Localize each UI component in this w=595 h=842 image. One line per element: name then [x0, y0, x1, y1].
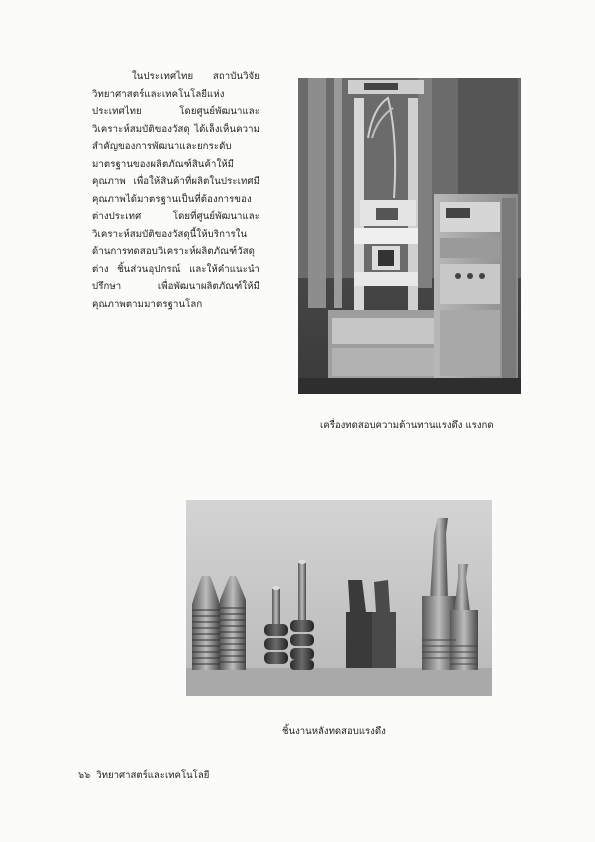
testing-machine-photo — [298, 78, 521, 394]
tested-specimens-photo — [186, 500, 492, 696]
page-number: ๖๖ — [78, 770, 91, 781]
page-footer — [78, 768, 209, 783]
figure1-caption: เครื่องทดสอบความต้านทานแรงดึง แรงกด — [320, 420, 494, 431]
figure2-caption: ชิ้นงานหลังทดสอบแรงดึง — [282, 726, 386, 737]
publication-name: วิทยาศาสตร์และเทคโนโลยี — [96, 770, 210, 781]
body-paragraph: ในประเทศไทย สถาบันวิจัยวิทยาศาสตร์และเทคโนโลยีแห่งประเทศไทย โดยศูนย์พัฒนาและวิเคราะห์สมบัติของวัสดุ ได้เล็งเห็นความสำคัญของการพัฒนาและยกระดับมาตรฐานของผลิตภัณฑ์สินค้าให้มีคุณภาพ เพื่อให้สินค้าที่ผลิตในประเทศมีคุณภาพได้มาตรฐานเป็นที่ต้องการของต่างประเทศ โดยที่ศูนย์พัฒนาและวิเคราะห์สมบัติของวัสดุนี้ให้บริการในด้านการทดสอบวิเคราะห์ผลิตภัณฑ์วัสดุต่าง ชิ้นส่วนอุปกรณ์ และให้คำแนะนำ ปรึกษา เพื่อพัฒนาผลิตภัณฑ์ให้มีคุณภาพตามมาตรฐานโลก — [92, 71, 260, 310]
